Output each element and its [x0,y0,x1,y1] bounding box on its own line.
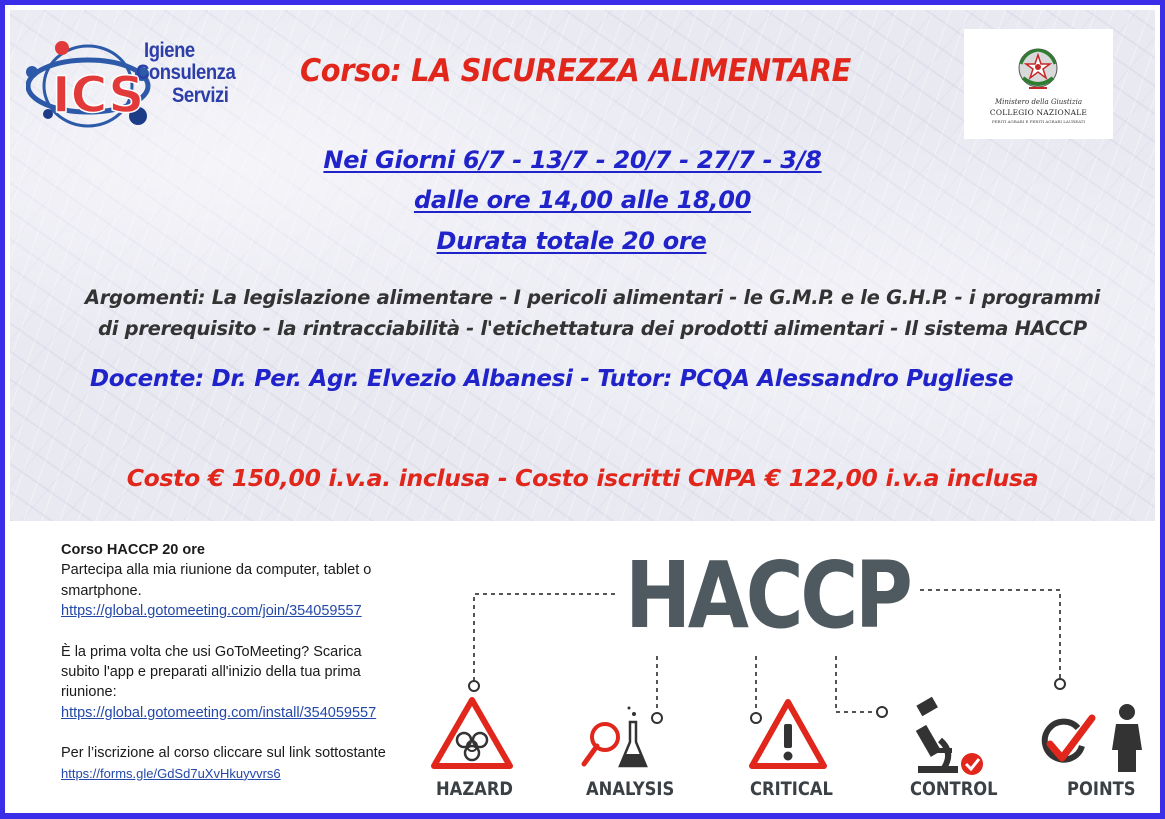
join-text-2: smartphone. [61,582,142,599]
ministry-line-2: COLLEGIO NAZIONALE [989,108,1088,117]
cost-line: Costo € 150,00 i.v.a. inclusa - Costo iscritti CNPA € 122,00 i.v.a inclusa [126,464,1039,492]
svg-text:ICS: ICS [52,66,145,124]
course-title: Corso: LA SICUREZZA ALIMENTARE [300,53,851,89]
checkmark-person-icon [1045,704,1142,772]
topics-line-1: Argomenti: La legislazione alimentare - I pericoli alimentari - le G.M.P. e le G.H.P. - i programmi [84,286,1101,309]
ministry-logo [964,29,1113,139]
ministry-line-1: Ministero della Giustizia [994,98,1083,106]
haccp-label-points: POINTS [1067,778,1136,800]
install-link[interactable]: https://global.gotomeeting.com/install/354059557 [61,704,377,721]
course-topics [60,282,1125,344]
signup-link[interactable]: https://forms.gle/GdSd7uXvHkuyvvrs6 [61,765,281,781]
first-time-text-1: È la prima volta che usi GoToMeeting? Scarica [61,643,362,660]
haccp-label-control: CONTROL [910,778,998,800]
logo-line-consulenza: Consulenza [136,61,236,84]
ministry-line-3: PERITI AGRARI E PERITI AGRARI LAUREATI [991,119,1086,124]
haccp-label-hazard: HAZARD [436,778,513,800]
warning-icon [752,702,824,766]
course-dates: Nei Giorni 6/7 - 13/7 - 20/7 - 27/7 - 3/8 [323,146,822,174]
course-duration: Durata totale 20 ore [436,227,707,255]
haccp-title: HACCP [625,542,910,649]
course-hours: dalle ore 14,00 alle 18,00 [413,186,752,214]
first-time-text-2: subito l'app e preparati all'inizio della tua prima [61,664,361,681]
italian-emblem-icon [1015,44,1061,94]
join-text-1: Partecipa alla mia riunione da computer, tablet o [61,562,372,579]
first-time-text-3: riunione: [61,684,117,701]
biohazard-icon [434,700,510,766]
meeting-title: Corso HACCP 20 ore [61,542,205,558]
meeting-info [61,540,411,784]
haccp-label-analysis: ANALYSIS [586,778,675,800]
microscope-icon [916,697,983,775]
teacher-line: Docente: Dr. Per. Agr. Elvezio Albanesi - Tutor: PCQA Alessandro Pugliese [90,366,1014,392]
logo-line-igiene: Igiene [144,39,195,62]
haccp-graphic [420,540,1160,810]
signup-text: Per l’iscrizione al corso cliccare sul link sottostante [61,745,386,762]
topics-line-2: di prerequisito - la rintracciabilità - l'etichettatura dei prodotti alimentari - Il sistema HACCP [98,317,1087,340]
join-link[interactable]: https://global.gotomeeting.com/join/354059557 [61,603,362,620]
haccp-label-critical: CRITICAL [750,778,833,800]
ics-logo [26,36,276,136]
magnifier-flask-icon [584,707,646,767]
logo-line-servizi: Servizi [172,84,229,107]
